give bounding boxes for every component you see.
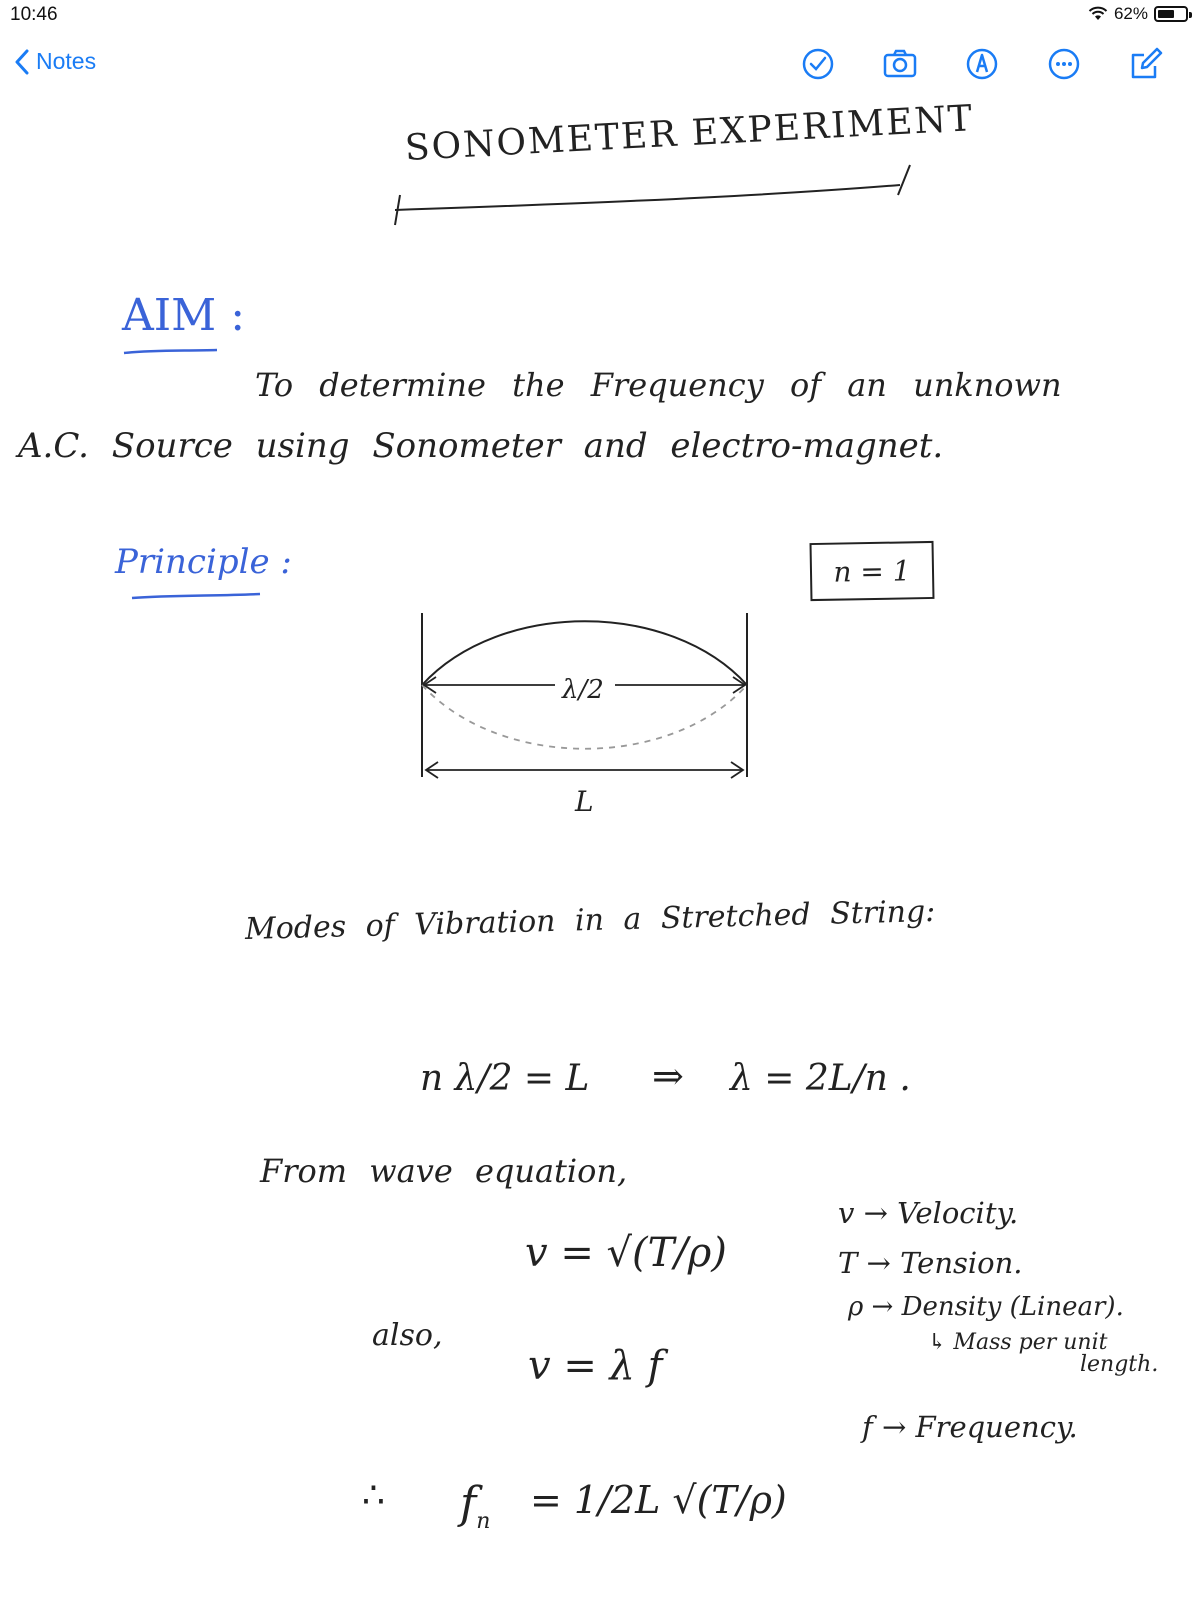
battery-level bbox=[1158, 10, 1174, 18]
equation-mode-lhs: n λ/2 = L bbox=[420, 1058, 590, 1099]
more-icon[interactable] bbox=[1046, 46, 1082, 82]
mode-box-label: n = 1 bbox=[833, 554, 911, 589]
also-label: also, bbox=[372, 1318, 443, 1353]
note-title: SONOMETER EXPERIMENT bbox=[403, 98, 975, 169]
principle-underline bbox=[130, 590, 270, 602]
legend-length: length. bbox=[1080, 1352, 1159, 1377]
equation-velocity-wavelength: v = λ f bbox=[528, 1343, 663, 1389]
wave-equation-intro: From wave equation, bbox=[260, 1152, 628, 1190]
back-button[interactable] bbox=[14, 48, 96, 75]
toolbar bbox=[800, 46, 1164, 82]
final-equation-subscript: n bbox=[476, 1508, 491, 1534]
chevron-left-icon bbox=[14, 49, 30, 75]
equation-velocity-tension: v = √(T/ρ) bbox=[525, 1230, 727, 1276]
equation-implies: ⇒ bbox=[652, 1054, 684, 1098]
aim-text-line1: To determine the Frequency of an unknown bbox=[255, 366, 1062, 404]
length-label: L bbox=[575, 785, 594, 818]
status-time: 10:46 bbox=[10, 4, 58, 25]
battery-percent: 62% bbox=[1113, 4, 1148, 23]
checklist-icon[interactable] bbox=[800, 46, 836, 82]
back-label: Notes bbox=[36, 48, 97, 74]
camera-icon[interactable] bbox=[882, 46, 918, 82]
status-bar bbox=[0, 0, 1200, 30]
legend-velocity: v → Velocity. bbox=[838, 1196, 1019, 1230]
battery-icon bbox=[1154, 6, 1188, 22]
final-equation-rhs: = 1/2L √(T/ρ) bbox=[530, 1478, 787, 1522]
markup-pen-icon[interactable] bbox=[964, 46, 1000, 82]
legend-density: ρ → Density (Linear). bbox=[848, 1292, 1124, 1322]
equation-mode-rhs: λ = 2L/n . bbox=[730, 1058, 911, 1099]
therefore-symbol: ∴ bbox=[362, 1475, 385, 1516]
final-equation-symbol: f bbox=[460, 1478, 477, 1529]
mode-box bbox=[810, 541, 935, 601]
aim-underline bbox=[122, 345, 222, 357]
principle-heading: Principle : bbox=[115, 542, 292, 582]
nav-bar bbox=[0, 38, 1200, 94]
legend-mass-per-unit: ↳ Mass per unit bbox=[928, 1330, 1108, 1355]
aim-heading: AIM : bbox=[122, 290, 246, 341]
compose-icon[interactable] bbox=[1128, 46, 1164, 82]
title-underline bbox=[390, 160, 920, 230]
half-wavelength-label: λ/2 bbox=[562, 675, 604, 705]
status-indicators bbox=[1088, 4, 1188, 24]
wifi-icon bbox=[1088, 6, 1108, 22]
legend-frequency: f → Frequency. bbox=[862, 1410, 1078, 1444]
legend-tension: T → Tension. bbox=[838, 1246, 1023, 1280]
final-equation-f bbox=[460, 1478, 490, 1534]
modes-heading: Modes of Vibration in a Stretched String: bbox=[244, 893, 936, 947]
aim-text-line2: A.C. Source using Sonometer and electro-magnet. bbox=[18, 426, 944, 466]
